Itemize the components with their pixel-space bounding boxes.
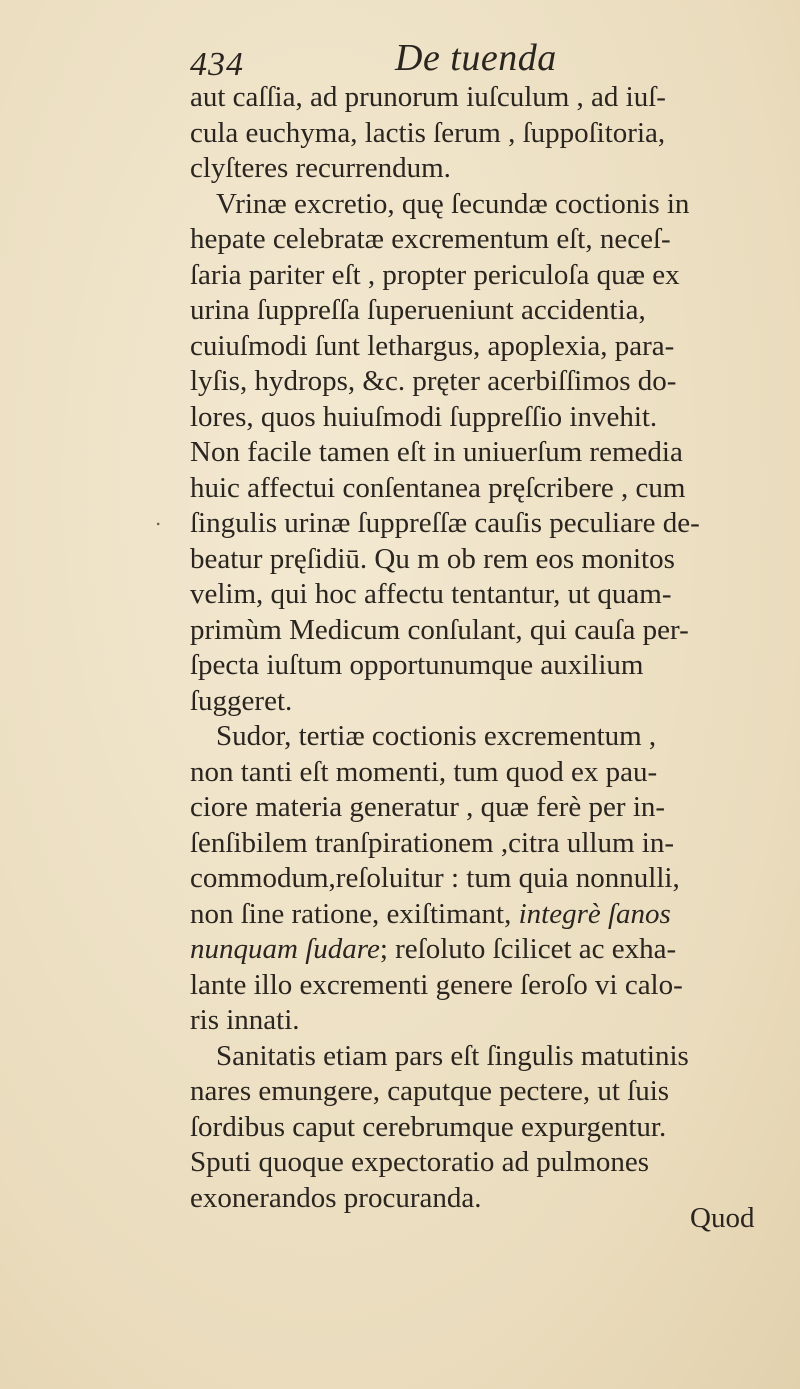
text-line: beatur pręſidiū. Qu m ob rem eos monitos	[190, 542, 675, 575]
text-line: Sputi quoque expectoratio ad pulmones	[190, 1146, 650, 1178]
text-line: lores, quos huiuſmodi ſuppreſſio invehit.	[190, 400, 658, 433]
text-line: non tanti eſt momenti, tum quod ex pau-	[190, 755, 658, 788]
text-line: hepate celebratæ excrementum eſt, neceſ-	[190, 223, 671, 255]
text-line: exonerandos procuranda.	[190, 1181, 482, 1214]
italic-quote: nunquam ſudare	[190, 933, 380, 965]
text-line: ſaria pariter eſt , propter periculoſa quæ ex	[190, 258, 680, 291]
italic-quote: integrè ſanos	[518, 897, 671, 930]
text-line: ſenſibilem tranſpirationem ,citra ullum in-	[190, 826, 675, 859]
text-line: lyſis, hydrops, &c. pręter acerbiſſimos do-	[190, 365, 677, 397]
text-line: huic affectui conſentanea pręſcribere , cum	[190, 471, 686, 504]
text-line: ſordibus caput cerebrumque expurgentur.	[190, 1110, 667, 1143]
running-head: De tuenda	[395, 37, 557, 79]
catchword: Quod	[690, 1202, 755, 1234]
paragraph-start: Vrinæ excretio, quę ſecundæ coctionis in	[216, 187, 690, 220]
text-line: cula euchyma, lactis ſerum , ſuppoſitoria,	[190, 116, 666, 149]
margin-mark: .	[155, 506, 162, 530]
text-line	[190, 897, 775, 933]
page-number: 434	[190, 46, 244, 83]
text-line: commodum,reſoluitur : tum quia nonnulli,	[190, 862, 680, 894]
text-line: lante illo excrementi genere ſeroſo vi calo-	[190, 968, 683, 1001]
text-line: clyſteres recurrendum.	[190, 152, 451, 184]
text-line: primùm Medicum conſulant, qui cauſa per-	[190, 613, 689, 646]
text-line: velim, qui hoc affectu tentantur, ut quam-	[190, 578, 672, 610]
text-line: ſpecta iuſtum opportunumque auxilium	[190, 649, 644, 681]
text-line: ſingulis urinæ ſuppreſſæ cauſis peculiare de-	[190, 507, 700, 539]
body-text	[190, 80, 775, 1216]
text-line: aut caſſia, ad prunorum iuſculum , ad iuſ-	[190, 81, 666, 113]
text-segment: non ſine ratione, exiſtimant,	[190, 897, 512, 930]
text-line: ſuggeret.	[190, 684, 293, 717]
paragraph-start: Sanitatis etiam pars eſt ſingulis matutinis	[216, 1039, 689, 1072]
text-segment: ; reſoluto ſcilicet ac exha-	[379, 933, 677, 965]
text-line: cuiuſmodi ſunt lethargus, apoplexia, para-	[190, 329, 675, 362]
text-line: ciore materia generatur , quæ ferè per in-	[190, 791, 666, 823]
paragraph-start: Sudor, tertiæ coctionis excrementum ,	[216, 720, 657, 752]
text-line: ris innati.	[190, 1004, 300, 1036]
text-line: nares emungere, caputque pectere, ut ſuis	[190, 1075, 670, 1107]
text-line	[190, 932, 775, 968]
text-line: Non facile tamen eſt in uniuerſum remedia	[190, 436, 683, 468]
text-line: urina ſuppreſſa ſuperueniunt accidentia,	[190, 294, 646, 326]
